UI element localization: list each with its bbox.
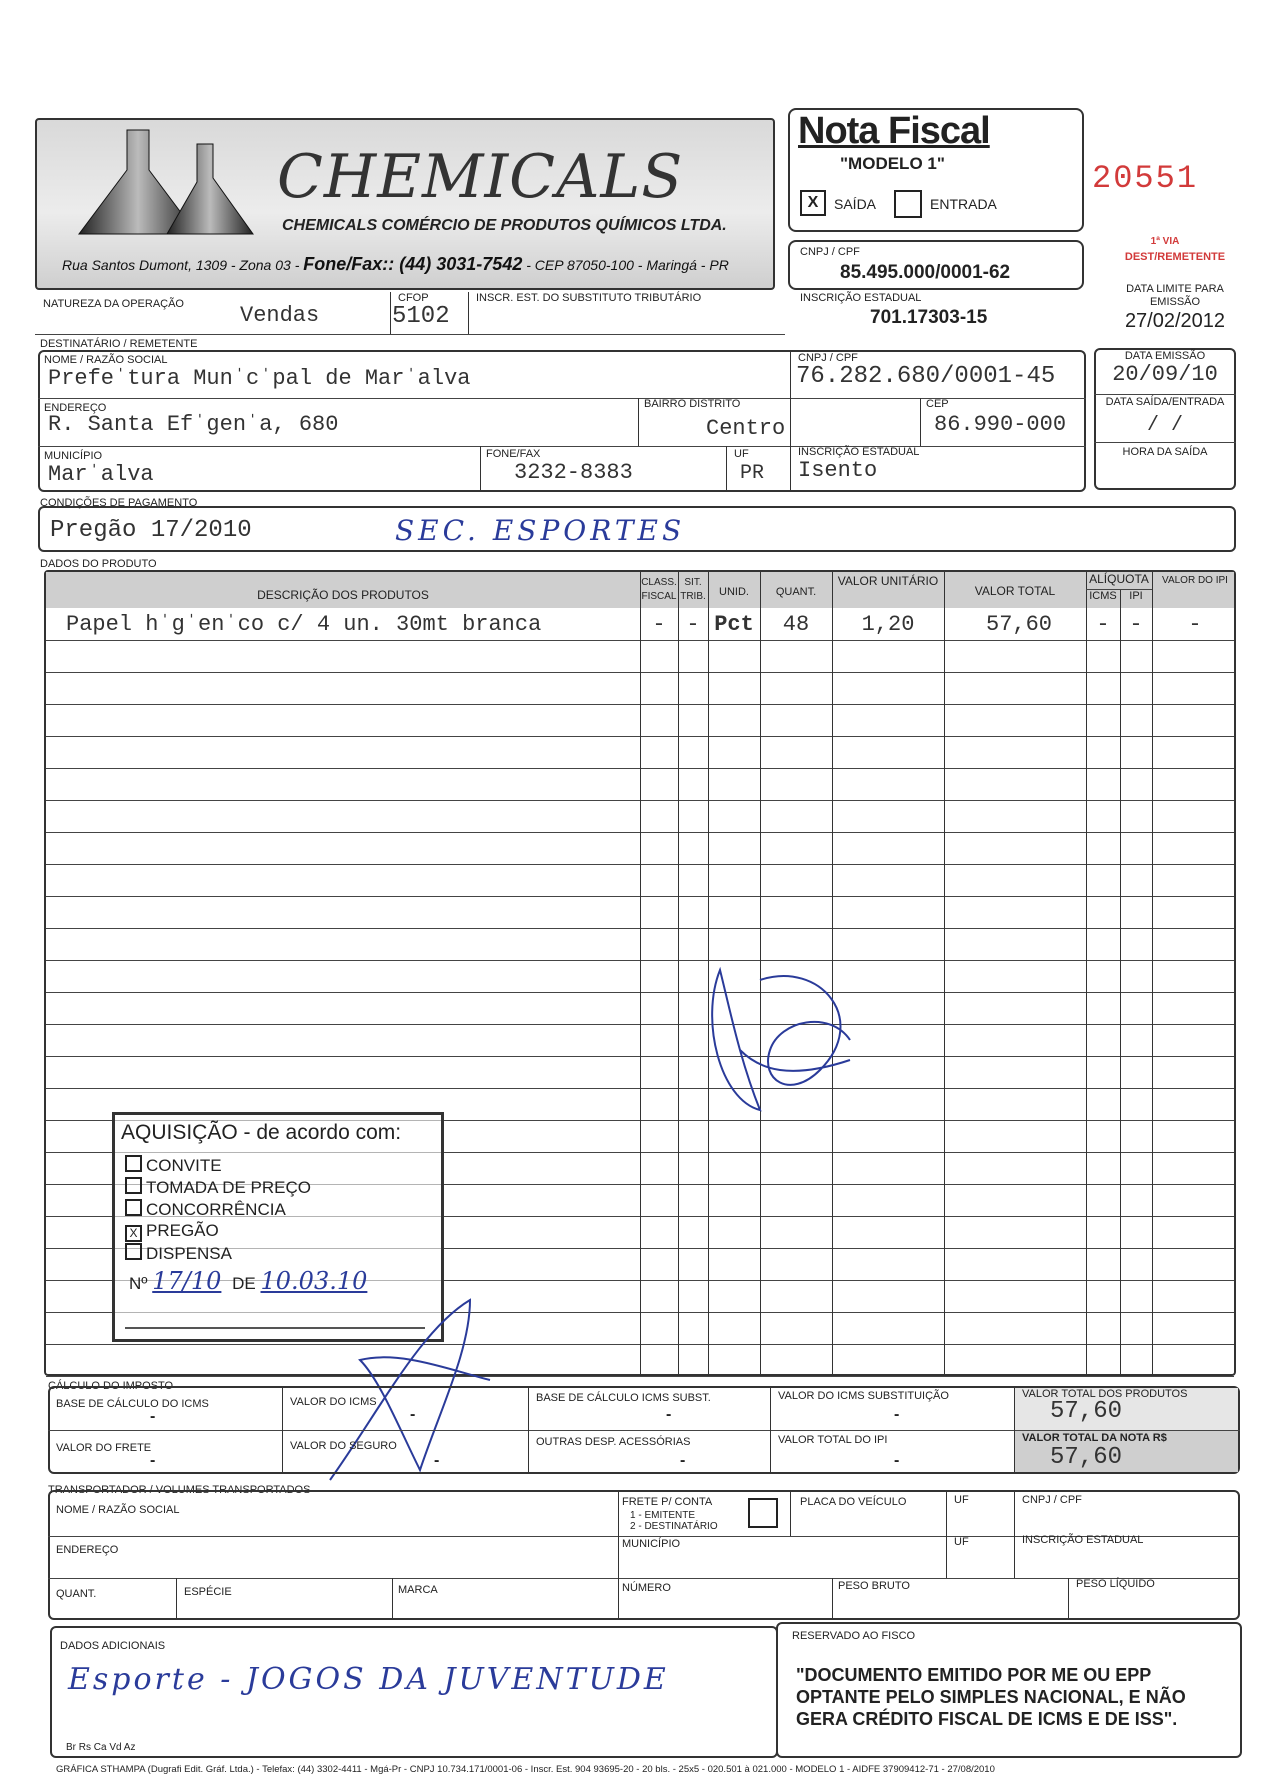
recipient-line-2 — [38, 446, 1086, 447]
issuer-ie: 701.17303-15 — [870, 307, 988, 328]
freight-opt1: 1 - EMITENTE — [630, 1510, 696, 1521]
via-dest: DEST/REMETENTE — [1124, 251, 1226, 263]
issuer-phone: Fone/Fax:: (44) 3031-7542 — [303, 254, 523, 274]
nota-title: Nota Fiscal — [798, 110, 990, 152]
stamp-checkbox[interactable] — [125, 1155, 142, 1172]
recipient-divider-e — [726, 446, 727, 492]
kind-label: ESPÉCIE — [184, 1586, 232, 1598]
table-col-line — [1120, 590, 1121, 1374]
item-class: - — [652, 612, 666, 637]
transport-div-4 — [1014, 1490, 1015, 1578]
signature-mark — [700, 960, 880, 1120]
net-label: PESO LÍQUIDO — [1076, 1578, 1155, 1590]
recipient-address-label: ENDEREÇO — [44, 402, 107, 414]
other-label: OUTRAS DESP. ACESSÓRIAS — [536, 1436, 691, 1448]
nature-label: NATUREZA DA OPERAÇÃO — [43, 298, 184, 310]
recipient-bairro: Centro — [706, 416, 786, 441]
insc-sub-label: INSCR. EST. DO SUBSTITUTO TRIBUTÁRIO — [476, 292, 702, 304]
entrada-checkbox[interactable] — [894, 190, 922, 218]
col-class: CLASS. FISCAL — [641, 577, 677, 602]
stamp-checkbox[interactable]: X — [125, 1225, 142, 1242]
transport-section-label: TRANSPORTADOR / VOLUMES TRANSPORTADOS — [48, 1484, 311, 1496]
table-row-line — [46, 1376, 1234, 1377]
stamp-option-label: CONCORRÊNCIA — [146, 1200, 286, 1219]
emission-date: 20/09/10 — [1112, 362, 1218, 387]
tax-div-4 — [1014, 1386, 1015, 1474]
nature-row-bottom — [35, 334, 785, 335]
address-tail: - CEP 87050-100 - Maringá - PR — [522, 257, 729, 273]
stamp-date: 10.03.10 — [260, 1267, 368, 1295]
col-aliq: ALÍQUOTA — [1089, 572, 1149, 586]
footer-print-info: GRÁFICA STHAMPA (Dugrafi Edit. Gráf. Ltda.) - Telefax: (44) 3302-4411 - Mgá-Pr - CNPJ 10.734.171/0001-06 - Inscr. Est. 904 93695-20 - 20 bls. - 25x5 - 020.501 à 021.000 - MODELO 1 - AIDFE 37909412-71 - 27/08/2010 — [56, 1764, 995, 1775]
recipient-name-label: NOME / RAZÃO SOCIAL — [44, 354, 168, 366]
recipient-cnpj-label: CNPJ / CPF — [798, 352, 858, 364]
flask-logo-icon — [57, 126, 257, 238]
stamp-number: 17/10 — [152, 1267, 222, 1295]
tax-mid-line — [48, 1430, 1240, 1431]
recipient-cep: 86.990-000 — [934, 412, 1067, 437]
issuer-block — [35, 118, 775, 290]
transport-div-8 — [1068, 1578, 1069, 1620]
item-qty: 48 — [782, 612, 810, 637]
col-qty: QUANT. — [775, 586, 817, 598]
item-ipi: - — [1129, 612, 1143, 637]
col-total: VALOR TOTAL — [974, 584, 1056, 598]
note-total: 57,60 — [1050, 1444, 1123, 1471]
icms-value: - — [410, 1406, 416, 1423]
recipient-phone: 3232-8383 — [514, 460, 633, 485]
exit-label: DATA SAÍDA/ENTRADA — [1105, 396, 1225, 408]
saida-checkbox[interactable] — [800, 190, 826, 216]
stamp-option — [125, 1177, 311, 1198]
transport-div-6 — [392, 1578, 393, 1620]
col-unit: VALOR UNITÁRIO — [837, 574, 939, 588]
table-col-line — [678, 572, 679, 1374]
products-total-label: VALOR TOTAL DOS PRODUTOS — [1022, 1388, 1188, 1400]
freight-opt2: 2 - DESTINATÁRIO — [630, 1521, 718, 1532]
cfop-divider — [390, 292, 391, 334]
payment-value: Pregão 17/2010 — [50, 517, 252, 544]
recipient-city-label: MUNICÍPIO — [44, 450, 103, 462]
products-total: 57,60 — [1050, 1398, 1123, 1425]
fisco-text: "DOCUMENTO EMITIDO POR ME OU EPP OPTANTE PELO SIMPLES NACIONAL, E NÃO GERA CRÉDITO FISCAL DE ICMS E DE ISS". — [796, 1665, 1186, 1729]
transport-div-5 — [176, 1578, 177, 1620]
stamp-option — [125, 1155, 222, 1176]
recipient-ie: Isento — [798, 458, 878, 483]
nota-model: "MODELO 1" — [840, 154, 945, 173]
transport-line-2 — [48, 1578, 1240, 1579]
base-sub-label: BASE DE CÁLCULO ICMS SUBST. — [536, 1392, 711, 1404]
payment-label: CONDIÇÕES DE PAGAMENTO — [40, 497, 198, 509]
limit-label: DATA LIMITE PARA EMISSÃO — [1126, 283, 1224, 308]
recipient-cnpj: 76.282.680/0001-45 — [796, 363, 1056, 390]
stamp-number-label: Nº — [129, 1274, 148, 1293]
recipient-section-label: DESTINATÁRIO / REMETENTE — [40, 338, 198, 350]
freight-payer-box[interactable] — [748, 1498, 778, 1528]
cfop-value: 5102 — [392, 303, 450, 330]
carrier-cnpj-label: CNPJ / CPF — [1022, 1494, 1082, 1506]
ipi-total: - — [894, 1452, 900, 1469]
transport-div-3 — [946, 1490, 947, 1578]
freight-value: - — [150, 1452, 156, 1469]
recipient-phone-label: FONE/FAX — [486, 448, 541, 460]
saida-check-mark: X — [807, 194, 819, 211]
recipient-uf-label: UF — [734, 448, 749, 460]
carrier-address-label: ENDEREÇO — [56, 1544, 119, 1556]
stamp-checkbox[interactable] — [125, 1177, 142, 1194]
stamp-option — [125, 1243, 232, 1264]
recipient-divider-a — [790, 350, 791, 492]
item-unid: Pct — [714, 612, 754, 637]
products-section-label: DADOS DO PRODUTO — [40, 558, 157, 570]
recipient-cep-label: CEP — [926, 398, 949, 410]
stamp-date-label: DE — [232, 1274, 256, 1293]
other-value: - — [680, 1452, 686, 1469]
stamp-option-label: TOMADA DE PREÇO — [146, 1178, 311, 1197]
issuer-cnpj: 85.495.000/0001-62 — [840, 262, 1011, 283]
col-ipi: IPI — [1129, 590, 1143, 602]
stamp-option — [125, 1199, 286, 1220]
recipient-divider-c — [920, 398, 921, 446]
transport-uf-label: UF — [954, 1494, 969, 1506]
saida-label: SAÍDA — [834, 196, 877, 212]
col-unid: UNID. — [719, 586, 749, 598]
col-ipi-val: VALOR DO IPI — [1162, 575, 1228, 586]
recipient-city: Marˈalva — [48, 462, 154, 487]
tax-section-label: CÁLCULO DO IMPOSTO — [48, 1380, 174, 1392]
insc-divider — [468, 292, 469, 334]
transport-div-2 — [790, 1490, 791, 1536]
recipient-bairro-label: BAIRRO DISTRITO — [644, 398, 741, 410]
item-sit: - — [686, 612, 700, 637]
fisco-label: RESERVADO AO FISCO — [792, 1630, 916, 1642]
entrada-label: ENTRADA — [930, 196, 997, 212]
freight-label: VALOR DO FRETE — [56, 1442, 152, 1454]
base-sub: - — [666, 1406, 672, 1423]
table-col-line — [1086, 572, 1087, 1374]
exit-date: / / — [1146, 414, 1183, 437]
nota-fiscal-box — [788, 108, 1084, 232]
transport-div-7 — [832, 1578, 833, 1620]
col-desc: DESCRIÇÃO DOS PRODUTOS — [257, 588, 429, 602]
stamp-title: AQUISIÇÃO - de acordo com: — [121, 1121, 402, 1144]
issuer-cnpj-box — [788, 240, 1084, 290]
insurance-label: VALOR DO SEGURO — [290, 1440, 397, 1452]
qty-label: QUANT. — [56, 1588, 97, 1600]
table-col-line — [640, 572, 641, 1374]
item-icms: - — [1096, 612, 1110, 637]
hour-label: HORA DA SAÍDA — [1122, 446, 1208, 458]
cfop-label: CFOP — [398, 292, 429, 304]
product-row — [46, 610, 1234, 640]
tax-div-3 — [770, 1386, 771, 1474]
recipient-ie-label: INSCRIÇÃO ESTADUAL — [798, 446, 920, 458]
company-name: CHEMICALS COMÉRCIO DE PRODUTOS QUÍMICOS LTDA. — [282, 217, 727, 234]
transport-div-1 — [618, 1490, 619, 1620]
emission-label: DATA EMISSÃO — [1124, 350, 1206, 362]
address-text: Rua Santos Dumont, 1309 - Zona 03 - — [62, 257, 304, 273]
additional-codes: Br Rs Ca Vd Az — [66, 1742, 136, 1753]
col-sit: SIT. TRIB. — [680, 577, 706, 602]
additional-block — [50, 1626, 778, 1758]
number-label: NÚMERO — [622, 1582, 671, 1594]
item-unit: 1,20 — [861, 612, 915, 637]
recipient-uf: PR — [740, 462, 765, 485]
recipient-name: Prefeˈtura Munˈcˈpal de Marˈalva — [48, 366, 471, 391]
nature-value: Vendas — [240, 303, 320, 328]
insurance-value: - — [434, 1452, 440, 1469]
brand-label: MARCA — [398, 1584, 438, 1596]
item-total: 57,60 — [986, 612, 1053, 637]
table-col-line — [1152, 572, 1153, 1374]
carrier-ie-label: INSCRIÇÃO ESTADUAL — [1022, 1534, 1144, 1546]
item-ipi-val: - — [1188, 612, 1202, 637]
stamp-checkbox[interactable] — [125, 1243, 142, 1260]
freight-payer-label: FRETE P/ CONTA — [622, 1496, 713, 1508]
stamp-option-label: CONVITE — [146, 1156, 222, 1175]
dates-line-1 — [1094, 394, 1236, 395]
limit-date: 27/02/2012 — [1124, 310, 1226, 332]
issuer-address — [62, 254, 729, 275]
carrier-name-label: NOME / RAZÃO SOCIAL — [56, 1504, 180, 1516]
recipient-address: R. Santa Efˈgenˈa, 680 — [48, 412, 339, 437]
carrier-city-label: MUNICÍPIO — [622, 1538, 681, 1550]
stamp-option-label: PREGÃO — [146, 1221, 219, 1240]
base-icms-label: BASE DE CÁLCULO DO ICMS — [56, 1398, 209, 1410]
table-col-line — [944, 572, 945, 1374]
tax-div-2 — [528, 1386, 529, 1474]
nota-number: 20551 — [1092, 160, 1199, 197]
fisco-block — [776, 1622, 1242, 1758]
stamp-checkbox[interactable] — [125, 1199, 142, 1216]
issuer-cnpj-label: CNPJ / CPF — [800, 246, 860, 258]
recipient-divider-b — [638, 398, 639, 446]
item-desc: Papel hˈgˈenˈco c/ 4 un. 30mt branca — [66, 612, 542, 637]
col-icms: ICMS — [1089, 590, 1117, 602]
transport-uf2-label: UF — [954, 1536, 969, 1548]
additional-label: DADOS ADICIONAIS — [60, 1640, 166, 1652]
gross-label: PESO BRUTO — [838, 1580, 910, 1592]
stamp-option-label: DISPENSA — [146, 1244, 232, 1263]
via-label: 1ª VIA — [1150, 236, 1180, 247]
stamp-option — [125, 1221, 219, 1242]
dates-line-2 — [1094, 442, 1236, 443]
base-icms: - — [150, 1408, 156, 1425]
ipi-total-label: VALOR TOTAL DO IPI — [778, 1434, 888, 1446]
recipient-divider-d — [480, 446, 481, 492]
payment-note: SEC. ESPORTES — [395, 514, 686, 547]
icms-label: VALOR DO ICMS — [290, 1396, 377, 1408]
brand-name: CHEMICALS — [277, 142, 684, 212]
tax-div-1 — [282, 1386, 283, 1474]
icms-sub: - — [894, 1406, 900, 1423]
icms-sub-label: VALOR DO ICMS SUBSTITUIÇÃO — [778, 1390, 949, 1402]
payment-block — [38, 506, 1236, 552]
plate-label: PLACA DO VEÍCULO — [800, 1496, 907, 1508]
issuer-ie-label: INSCRIÇÃO ESTADUAL — [800, 292, 922, 304]
additional-value: Esporte - JOGOS DA JUVENTUDE — [68, 1662, 669, 1697]
note-total-label: VALOR TOTAL DA NOTA R$ — [1022, 1432, 1167, 1444]
